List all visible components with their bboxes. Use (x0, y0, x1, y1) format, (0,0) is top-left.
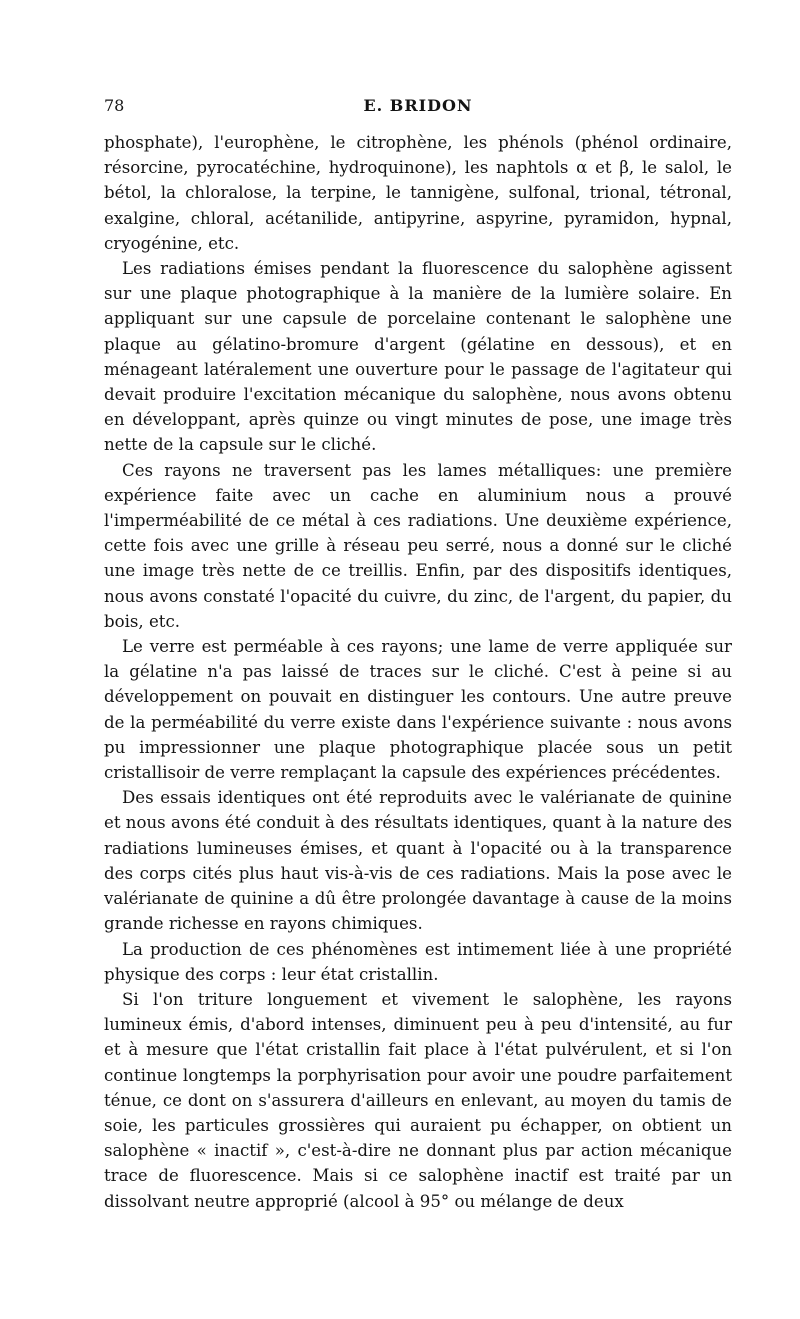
paragraph: Les radiations émises pendant la fluorescence du salophène agissent sur une plaque photographique à la manière de la lumière solaire. En appliquant sur une capsule de porcelaine contenant le salophène une plaque au gélatino-bromure d'argent (gélatine en dessous), et en ménageant latéralement une ouverture pour le passage de l'agitateur qui devait produire l'excitation mécanique du salophène, nous avons obtenu en développant, après quinze ou vingt minutes de pose, une image très nette de la capsule sur le cliché. (104, 259, 732, 455)
body-text (104, 130, 732, 1214)
paragraph: Si l'on triture longuement et vivement le salophène, les rayons lumineux émis, d'abord intenses, diminuent peu à peu d'intensité, au fur et à mesure que l'état cristallin fait place à l'état pulvérulent, et si l'on continue longtemps la porphyrisation pour avoir une poudre parfaitement ténue, ce dont on s'assurera d'ailleurs en enlevant, au moyen du tamis de soie, les particules grossières qui auraient pu échapper, on obtient un salophène « inactif », c'est-à-dire ne donnant plus par action mécanique trace de fluorescence. Mais si ce salophène inactif est traité par un dissolvant neutre approprié (alcool à 95° ou mélange de deux (104, 989, 732, 1211)
paragraph-continuation: phosphate), l'europhène, le citrophène, les phénols (phénol ordinaire, résorcine, pyrocatéchine, hydroquinone), les naphtols α et β, le salol, le bétol, la chloralose, la terpine, le tannigène, sulfonal, trional, tétronal, exalgine, chloral, acétanilide, antipyrine, aspyrine, pyramidon, hypnal, cryogénine, etc. (104, 133, 732, 253)
paragraph: Des essais identiques ont été reproduits avec le valérianate de quinine et nous avons été conduit à des résultats identiques, quant à la nature des radiations lumineuses émises, et quant à l'opacité ou à la transparence des corps cités plus haut vis-à-vis de ces radiations. Mais la pose avec le valérianate de quinine a dû être prolongée davantage à cause de la moins grande richesse en rayons chimiques. (104, 788, 732, 934)
paragraph: La production de ces phénomènes est intimement liée à une propriété physique des corps : leur état cristallin. (104, 939, 732, 984)
running-head: E. BRIDON (363, 96, 473, 115)
paragraph: Ces rayons ne traversent pas les lames métalliques: une première expérience faite avec un cache en aluminium nous a prouvé l'imperméabilité de ce métal à ces radiations. Une deuxième expérience, cette fois avec une grille à réseau peu serré, nous a donné sur le cliché une image très nette de ce treillis. Enfin, par des dispositifs identiques, nous avons constaté l'opacité du cuivre, du zinc, de l'argent, du papier, du bois, etc. (104, 460, 732, 631)
page-header (104, 96, 732, 122)
page-number: 78 (104, 96, 125, 115)
paragraph: Le verre est perméable à ces rayons; une lame de verre appliquée sur la gélatine n'a pas laissé de traces sur le cliché. C'est à peine si au développement on pouvait en distinguer les contours. Une autre preuve de la perméabilité du verre existe dans l'expérience suivante : nous avons pu impressionner une plaque photographique placée sous un petit cristallisoir de verre remplaçant la capsule des expériences précédentes. (104, 637, 732, 783)
book-page (104, 96, 732, 1214)
